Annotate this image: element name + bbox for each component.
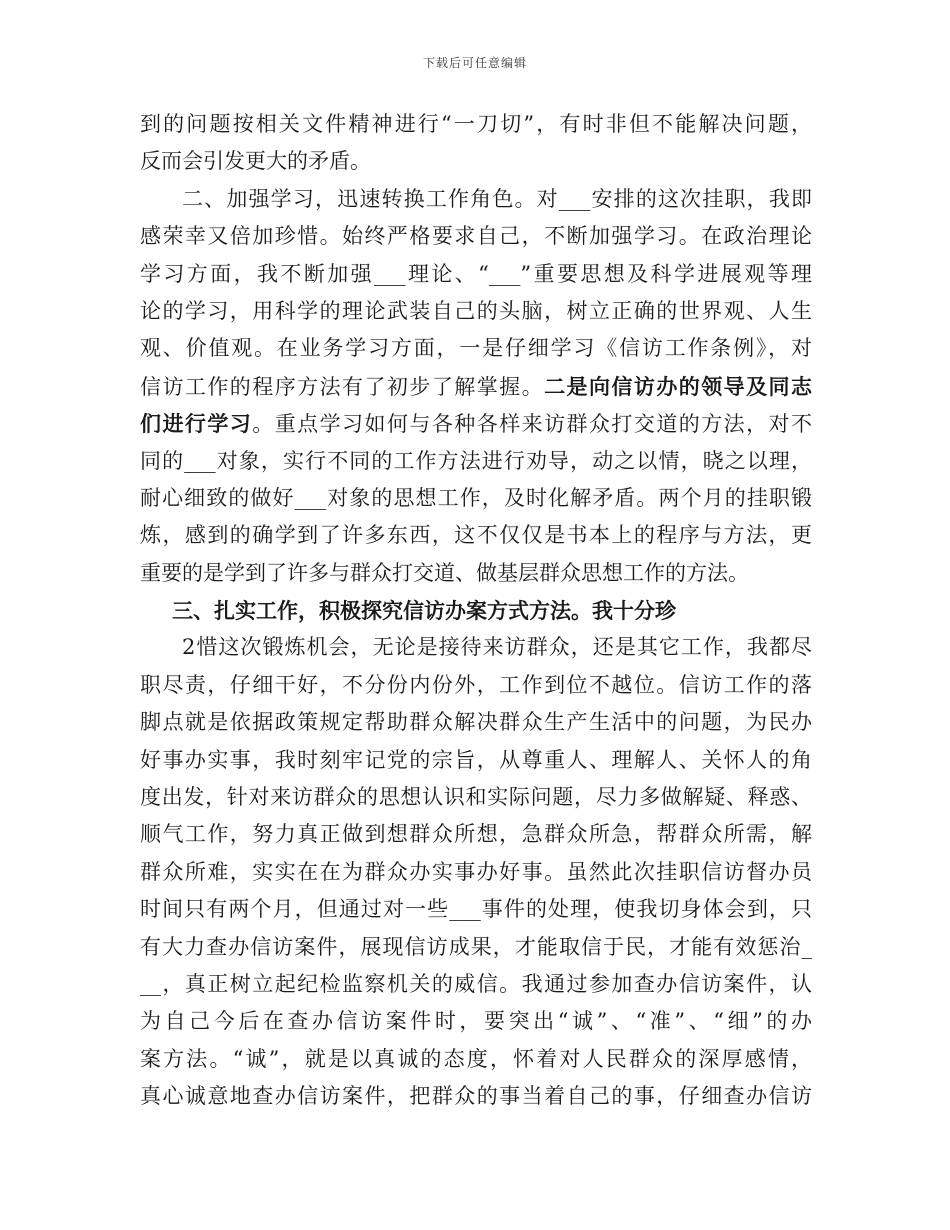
- text-segment: 重要的是学到了许多与群众打交道、做基层群众思想工作的方法。: [140, 560, 749, 585]
- text-segment: 。重点学习如何与各种各样来访群众打交道的方法，对不: [252, 412, 813, 437]
- text-segment: 有大力查办信访案件，展现信访成果，才能取信于民，才能有效惩治_: [140, 934, 812, 959]
- text-segment: 感荣幸又倍加珍惜。始终严格要求自己，不断加强学习。在政治理论: [140, 224, 812, 249]
- text-line: [140, 480, 812, 517]
- text-line: [140, 854, 812, 891]
- text-segment: __，真正树立起纪检监察机关的威信。我通过参加查办信访案件，认: [140, 971, 812, 996]
- text-line: [140, 1041, 812, 1078]
- text-segment: 论的学习，用科学的理论武装自己的头脑，树立正确的世界观、人生: [140, 298, 812, 323]
- text-segment: 二、加强学习，迅速转换工作角色。对___安排的这次挂职，我即: [182, 186, 812, 211]
- text-line: [140, 629, 812, 666]
- text-segment: 群众所难，实实在在为群众办实事办好事。虽然此次挂职信访督办员: [140, 859, 812, 884]
- text-line: [140, 1003, 812, 1040]
- text-line: [140, 592, 812, 629]
- text-segment: 度出发，针对来访群众的思想认识和实际问题，尽力多做解疑、释惑、: [140, 785, 812, 810]
- text-segment: 职尽责，仔细干好，不分份内份外，工作到位不越位。信访工作的落: [140, 672, 812, 697]
- text-line: [140, 517, 812, 554]
- text-segment: 为自己今后在查办信访案件时，要突出“诚”、“准”、“细”的办: [140, 1009, 812, 1034]
- text-line: [140, 368, 812, 405]
- text-segment: 时间只有两个月，但通过对一些___事件的处理，使我切身体会到，只: [140, 897, 812, 922]
- text-line: [140, 405, 812, 442]
- text-line: [140, 293, 812, 330]
- text-segment: 耐心细致的做好___对象的思想工作，及时化解矛盾。两个月的挂职锻: [140, 485, 812, 510]
- text-line: [140, 555, 812, 592]
- text-line: [140, 704, 812, 741]
- text-segment: 信访工作的程序方法有了初步了解掌握。: [140, 374, 545, 399]
- text-line: [140, 143, 812, 180]
- text-segment: 真心诚意地查办信访案件，把群众的事当着自己的事，仔细查办信访: [140, 1084, 812, 1109]
- text-line: [140, 816, 812, 853]
- text-segment: 观、价值观。在业务学习方面，一是仔细学习《信访工作条例》，对: [140, 336, 812, 361]
- text-line: [140, 667, 812, 704]
- text-line: [140, 256, 812, 293]
- text-line: [140, 742, 812, 779]
- text-segment: 反而会引发更大的矛盾。: [140, 149, 371, 174]
- document-body: [140, 106, 812, 1116]
- text-line: [140, 779, 812, 816]
- text-line: [140, 1078, 812, 1115]
- text-segment: 同的___对象，实行不同的工作方法进行劝导，动之以情，晓之以理，: [140, 448, 812, 473]
- text-segment: 2惜这次锻炼机会，无论是接待来访群众，还是其它工作，我都尽: [182, 635, 812, 660]
- text-segment: 到的问题按相关文件精神进行“一刀切”，有时非但不能解决问题，: [140, 112, 812, 136]
- text-line: [140, 891, 812, 928]
- text-line: [140, 929, 812, 966]
- text-segment: 脚点就是依据政策规定帮助群众解决群众生产生活中的问题，为民办: [140, 710, 812, 735]
- bold-text-segment: 二是向信访办的领导及同志: [544, 373, 813, 399]
- text-line: [140, 106, 812, 143]
- text-segment: 案方法。“诚”，就是以真诚的态度，怀着对人民群众的深厚感情，: [140, 1046, 812, 1071]
- text-line: [140, 181, 812, 218]
- text-segment: 学习方面，我不断加强___理论、“___”重要思想及科学进展观等理: [140, 261, 812, 286]
- bold-text-segment: 三、扎实工作，积极探究信访办案方式方法。我十分珍: [172, 598, 676, 624]
- text-line: [140, 330, 812, 367]
- text-line: [140, 966, 812, 1003]
- page-header: 下载后可任意编辑: [422, 56, 527, 70]
- text-segment: 好事办实事，我时刻牢记党的宗旨，从尊重人、理解人、关怀人的角: [140, 747, 812, 772]
- text-segment: 顺气工作，努力真正做到想群众所想，急群众所急，帮群众所需，解: [140, 822, 812, 847]
- text-line: [140, 443, 812, 480]
- bold-text-segment: 们进行学习: [140, 411, 253, 437]
- text-line: [140, 218, 812, 255]
- text-segment: 炼，感到的确学到了许多东西，这不仅仅是书本上的程序与方法，更: [140, 523, 812, 548]
